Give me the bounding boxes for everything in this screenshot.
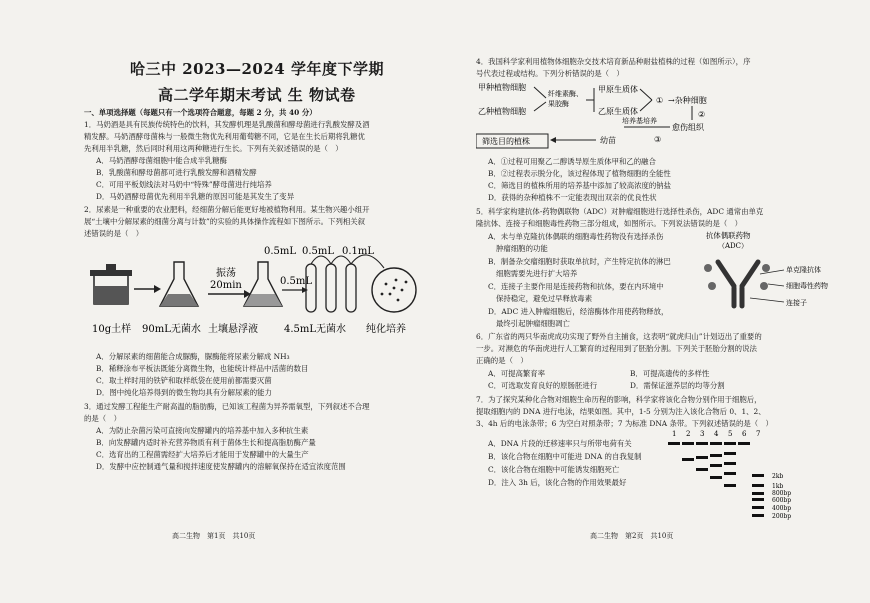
exam-subtitle: 高二学年期末考试 生 物试卷 xyxy=(158,86,356,104)
q3-option-b: B．向发酵罐内适时补充营养物质有利于菌体生长和提高脂肪酶产量 xyxy=(96,438,316,447)
q1-line: 1．马奶酒是具有民族传统特色的饮料，其发酵机理是乳酸菌和酵母菌进行乳酸发酵及酒 xyxy=(84,120,370,129)
antibody-shape xyxy=(718,262,758,306)
hybrid-label: →杂种细胞 xyxy=(668,96,707,105)
step-3: ③ xyxy=(654,135,662,144)
adc-diagram xyxy=(694,228,854,312)
q6-line: 6．广东省的两只华南虎成功实现了野外自主捕食，这表明“就虎归山”计划迈出了重要的 xyxy=(476,332,762,341)
q5-option-d-cont: 最终引起肿瘤细胞凋亡 xyxy=(496,319,570,328)
q2-line: 述错误的是（ ） xyxy=(84,229,144,238)
drug-payloads xyxy=(704,264,770,290)
water45-label: 4.5mL无菌水 xyxy=(284,324,347,335)
q5-option-b: B．制备杂交瘤细胞时获取单抗时，产生特定抗体的淋巴 xyxy=(488,257,671,266)
marker-label: 400bp xyxy=(772,505,792,512)
marker-label: 2kb xyxy=(772,473,784,480)
q6-option-d: D．需保证滋养层的均等分割 xyxy=(630,381,725,390)
q3-option-d: D．发酵中应控制通气量和搅拌速度使发酵罐内的溶解氧保持在适宜浓度范围 xyxy=(96,462,346,471)
page-footer: 高二生物 第1页 共10页 xyxy=(172,532,256,540)
q7-option-d: D．注入 3h 后，该化合物的作用效果最好 xyxy=(488,478,627,487)
enzyme-label-1: 纤维素酶、 xyxy=(548,90,583,98)
q1-line: 先利用半乳糖，然后同时利用这两种糖进行生长。下列有关叙述错误的是（ ） xyxy=(84,144,343,153)
page-2 xyxy=(440,0,870,603)
q4-option-a: A．①过程可用聚乙二醇诱导原生质体甲和乙的融合 xyxy=(488,157,656,166)
suspension-label: 土壤悬浮液 xyxy=(208,324,258,335)
q4-option-c: C．筛选目的植株所用的培养基中添加了较高浓度的钠盐 xyxy=(488,181,672,190)
q3-option-a: A．为防止杂菌污染可直接向发酵罐内的培养基中加入多种抗生素 xyxy=(96,426,309,435)
lane-number: 1 xyxy=(672,430,677,438)
marker-label: 800bp xyxy=(772,490,792,497)
vol-label-4: 0.1mL xyxy=(342,246,375,257)
q2-option-a: A．分解尿素的细菌能合成脲酶，脲酶能将尿素分解成 NH₃ xyxy=(96,352,290,361)
q7-option-a: A．DNA 片段的迁移速率只与所带电荷有关 xyxy=(488,439,632,448)
enzyme-label-2: 果胶酶 xyxy=(548,100,569,108)
q7-option-b: B．该化合物在细胞中可能进 DNA 的自我复制 xyxy=(488,452,642,461)
lane-number: 4 xyxy=(714,430,719,438)
gel-bands xyxy=(668,442,764,517)
lane-number: 6 xyxy=(742,430,747,438)
q1-option-b: B．乳酸菌和酵母菌都可进行乳酸发酵和酒精发酵 xyxy=(96,168,257,177)
q5-line: 5．科学家构建抗体-药物偶联物（ADC）对肿瘤细胞进行选择性杀伤，ADC 通常由单克 xyxy=(476,207,764,216)
soil-beaker xyxy=(90,264,132,304)
q4-line: 号代表过程或结构。下列分析错误的是（ ） xyxy=(476,69,624,78)
q5-option-c-cont: 保持稳定，避免过早释放毒素 xyxy=(496,294,593,303)
shake-label: 振荡 xyxy=(216,268,236,279)
mab-label: 单克隆抗体 xyxy=(786,266,821,274)
q6-option-b: B．可提高遗传的多样性 xyxy=(630,369,710,378)
time-label: 20min xyxy=(210,280,242,291)
q2-option-d: D．图中纯化培养得到的微生物均具有分解尿素的能力 xyxy=(96,388,272,397)
seedling-label: 幼苗 xyxy=(600,136,616,145)
q6-line: 正确的是（ ） xyxy=(476,356,528,365)
q5-option-a-cont: 肿瘤细胞的功能 xyxy=(496,244,548,253)
q7-line: 3、4h 后的电泳条带；6 为空白对照条带；7 为标准 DNA 条带。下列叙述错误的是（ ） xyxy=(476,419,773,428)
q7-line: 7．为了探究某种化合物对细胞生命历程的影响，科学家将该化合物分别作用于细胞后， xyxy=(476,395,762,404)
q5-option-a: A．未与单克隆抗体偶联的细胞毒性药物没有选择杀伤 xyxy=(488,232,664,241)
size-markers xyxy=(772,473,791,520)
q5-line: 隆抗体、连接子和细胞毒性药物三部分组成，如图所示。下列说法错误的是（ ） xyxy=(476,219,743,228)
q6-option-a: A．可提高繁育率 xyxy=(488,369,546,378)
lane-number: 5 xyxy=(728,430,733,438)
species-b-label: 乙种植物细胞 xyxy=(478,107,526,116)
q5-option-b-cont: 细胞需要先进行扩大培养 xyxy=(496,269,578,278)
vol-label-3: 0.5mL xyxy=(302,246,335,257)
q7-line: 提取细胞内的 DNA 进行电泳，结果如图。其中，1-5 分别为注入该化合物后 0、1、2、 xyxy=(476,407,766,416)
q2-line: 2．尿素是一种重要的农业肥料，经细菌分解后能更好地被植物利用。某生物兴趣小组开 xyxy=(84,205,370,214)
medium-label: 培养基培养 xyxy=(622,117,657,125)
q2-option-b: B．稀释涂布平板法既能分离微生物，也能统计样品中活菌的数目 xyxy=(96,364,309,373)
marker-label: 200bp xyxy=(772,513,792,520)
exam-title: 哈三中 2023—2024 学年度下学期 xyxy=(130,60,384,78)
step-2: ② xyxy=(698,110,706,119)
page-footer: 高二生物 第2页 共10页 xyxy=(590,532,674,540)
q3-option-c: C．选育出的工程菌需经扩大培养后才能用于发酵罐中的大量生产 xyxy=(96,450,309,459)
q3-line: 3．通过发酵工程能生产耐高温的脂肪酶，已知该工程菌为异养需氧型，下列叙述不合理 xyxy=(84,402,370,411)
vol-label-1: 0.5mL xyxy=(280,276,313,287)
q4-line: 4．我国科学家利用植物体细胞杂交技术培育新品种耐盐植株的过程（如图所示），序 xyxy=(476,57,751,66)
lane-number: 7 xyxy=(756,430,761,438)
q2-option-c: C．取土样时用的铁铲和取样纸袋在使用前都需要灭菌 xyxy=(96,376,272,385)
dilution-figure xyxy=(84,244,434,344)
proto-a-label: 甲原生质体 xyxy=(598,85,638,94)
pure-culture-label: 纯化培养 xyxy=(366,324,406,335)
proto-b-label: 乙原生质体 xyxy=(598,107,638,116)
q6-option-c: C．可选取发育良好的原肠胚进行 xyxy=(488,381,598,390)
flask-2 xyxy=(244,262,282,306)
q1-line: 精发酵。马奶酒酵母菌株与一般微生物优先利用葡萄糖不同，它是在生长后期将乳糖优 xyxy=(84,132,365,141)
fusion-diagram xyxy=(476,80,736,152)
callus-label: 愈伤组织 xyxy=(672,123,704,132)
drug-label: 细胞毒性药物 xyxy=(786,282,828,290)
lane-number: 3 xyxy=(700,430,705,438)
marker-label: 600bp xyxy=(772,497,792,504)
marker-label: 1kb xyxy=(772,483,784,490)
species-a-label: 甲种植物细胞 xyxy=(478,83,526,92)
q5-option-d: D．ADC 进入肿瘤细胞后，经溶酶体作用使药物释放， xyxy=(488,307,669,316)
q5-option-c: C．连接子主要作用是连接药物和抗体，要在内环境中 xyxy=(488,282,664,291)
adc-title: 抗体偶联药物 xyxy=(706,231,751,240)
petri-dish xyxy=(372,268,416,312)
adc-abbr: （ADC） xyxy=(718,242,749,250)
q1-option-a: A．马奶酒酵母菌细胞中能合成半乳糖酶 xyxy=(96,156,227,165)
q1-option-c: C．可用平板划线法对马奶中“特殊”酵母菌进行纯培养 xyxy=(96,180,272,189)
lane-number: 2 xyxy=(686,430,691,438)
flask-1 xyxy=(160,262,198,306)
soil-label: 10g土样 xyxy=(92,324,132,335)
q3-line: 的是（ ） xyxy=(84,414,121,423)
vol-label-2: 0.5mL xyxy=(264,246,297,257)
section-heading: 一、单项选择题（每题只有一个选项符合题意，每题 2 分，共 40 分） xyxy=(84,108,317,117)
water90-label: 90mL无菌水 xyxy=(142,324,201,335)
step-1: ① xyxy=(656,96,664,105)
selected-plant-label: 筛选目的植株 xyxy=(482,137,530,146)
linker-label: 连接子 xyxy=(786,299,807,307)
q4-option-b: B．②过程表示脱分化，该过程体现了植物细胞的全能性 xyxy=(488,169,671,178)
q6-line: 一步。对濒危的华南虎进行人工繁育的过程用到了胚胎分割。下列关于胚胎分割的说法 xyxy=(476,344,757,353)
test-tubes xyxy=(306,256,356,312)
lane-numbers xyxy=(672,430,760,438)
q7-option-c: C．该化合物在细胞中可能诱发细胞死亡 xyxy=(488,465,620,474)
gel-electrophoresis xyxy=(662,428,812,544)
q2-line: 展“土壤中分解尿素的细菌分离与计数”的实验的具体操作流程如下图所示。下列相关叙 xyxy=(84,217,366,226)
q1-option-d: D．马奶酒酵母菌优先利用半乳糖的原因可能是其发生了变异 xyxy=(96,192,295,201)
q4-option-d: D．获得的杂种植株不一定能表现出双亲的优良性状 xyxy=(488,193,657,202)
